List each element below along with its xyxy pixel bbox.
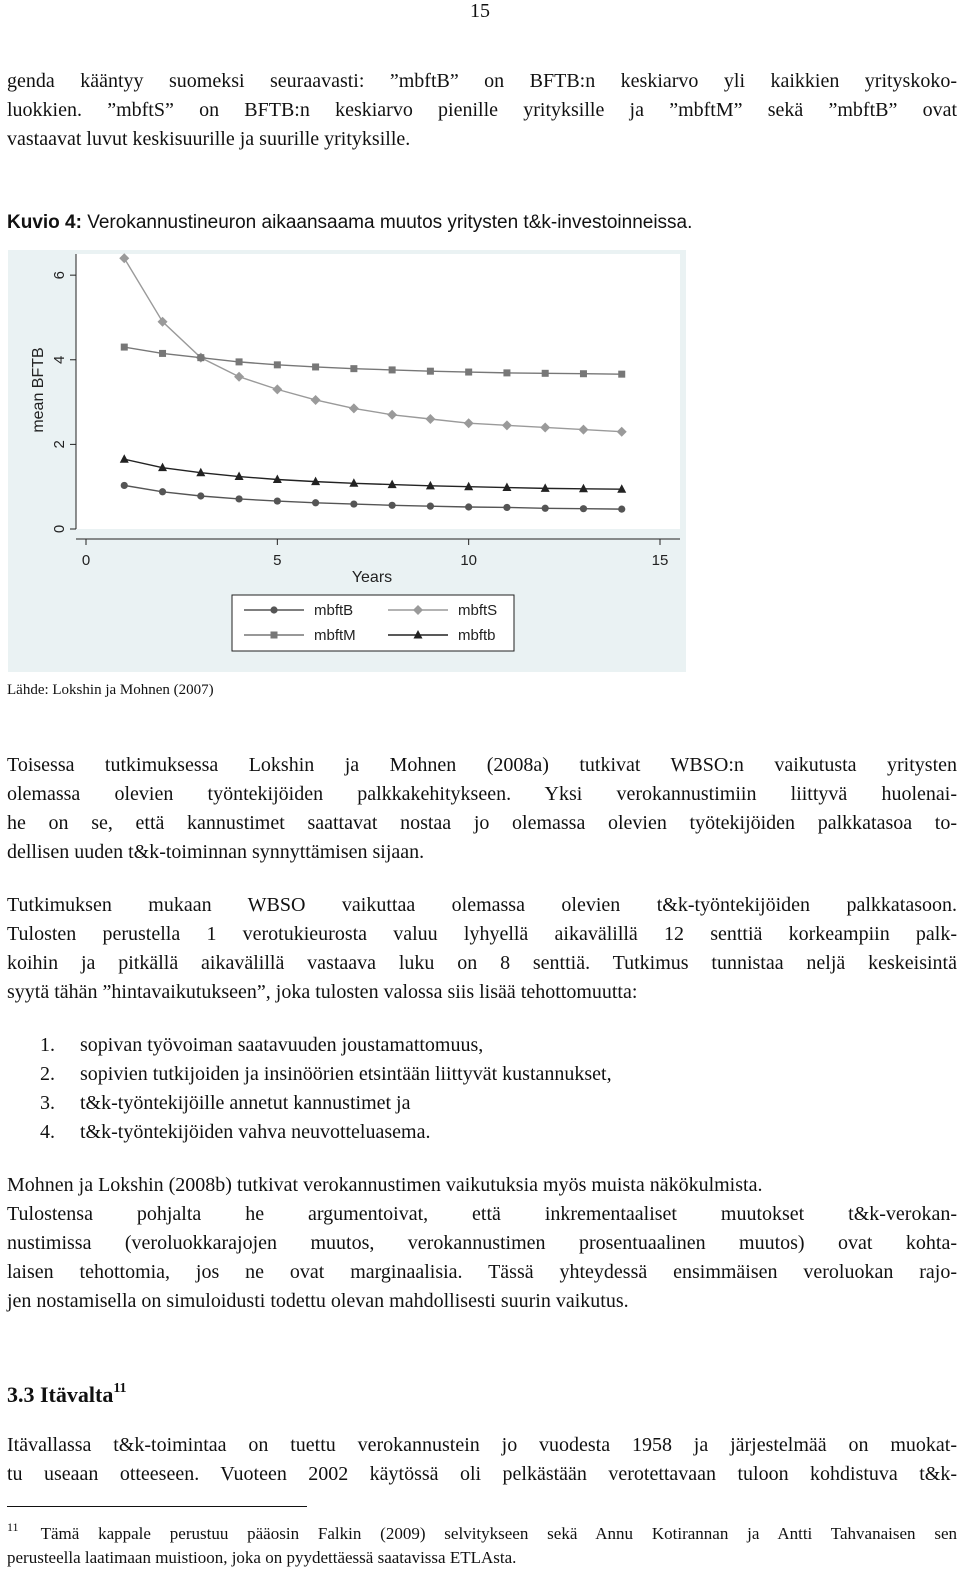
- data-point-mbftB: [197, 492, 204, 499]
- y-tick-label: 6: [51, 270, 68, 280]
- data-point-mbftM: [618, 371, 625, 378]
- legend-label: mbftB: [314, 602, 354, 619]
- data-point-mbftM: [312, 363, 319, 370]
- text-line: laisen tehottomia, jos ne ovat marginaalisia. Tässä yhteydessä ensimmäisen veroluokan rajo-: [7, 1261, 957, 1283]
- legend-marker: [270, 606, 277, 613]
- text-line: dellisen uuden t&k-toiminnan synnyttämisen sijaan.: [7, 841, 425, 863]
- list-number: 2.: [40, 1063, 55, 1085]
- data-point-mbftB: [159, 488, 166, 495]
- paragraph-4: [7, 1431, 957, 1489]
- list-item: [40, 1060, 612, 1089]
- line-chart: [8, 250, 686, 672]
- text-line: Tulosten perustella 1 verotukieurosta valuu lyhyellä aikavälillä 12 senttiä korkeampiin palk-: [7, 923, 957, 945]
- footnote-marker: 11: [7, 1520, 19, 1534]
- footnote-line: [7, 1515, 957, 1546]
- numbered-list: [40, 1031, 612, 1147]
- data-point-mbftM: [159, 350, 166, 357]
- list-item: [40, 1118, 612, 1147]
- footnote: [7, 1515, 957, 1570]
- data-point-mbftB: [427, 503, 434, 510]
- paragraph-1: [7, 751, 957, 867]
- legend-label: mbftb: [458, 627, 496, 644]
- text-line: Tutkimuksen mukaan WBSO vaikuttaa olemassa olevien t&k-työntekijöiden palkkatasoon.: [7, 894, 957, 916]
- data-point-mbftB: [503, 504, 510, 511]
- y-tick-label: 2: [51, 440, 68, 449]
- text-line: olemassa olevien työntekijöiden palkkakehitykseen. Yksi verokannustimiin liittyvä huolenai-: [7, 783, 957, 805]
- text-line: Toisessa tutkimuksessa Lokshin ja Mohnen (2008a) tutkivat WBSO:n vaikutusta yritysten: [7, 754, 957, 776]
- y-axis-label: mean BFTB: [30, 347, 47, 433]
- data-point-mbftM: [580, 370, 587, 377]
- data-point-mbftM: [274, 361, 281, 368]
- data-point-mbftB: [389, 502, 396, 509]
- data-point-mbftB: [465, 503, 472, 510]
- data-point-mbftM: [350, 365, 357, 372]
- y-tick-label: 4: [51, 355, 68, 364]
- footnote-divider: [7, 1506, 307, 1507]
- text-line: syytä tähän ”hintavaikutukseen”, joka tulosten valossa siis lisää tehottomuutta:: [7, 981, 638, 1003]
- data-point-mbftM: [389, 366, 396, 373]
- list-number: 4.: [40, 1121, 55, 1143]
- list-number: 1.: [40, 1034, 55, 1056]
- section-title: 3.3 Itävalta: [7, 1382, 114, 1407]
- figure-source: Lähde: Lokshin ja Mohnen (2007): [7, 682, 214, 698]
- data-point-mbftB: [350, 500, 357, 507]
- intro-paragraph: [7, 67, 957, 154]
- x-tick-label: 15: [651, 552, 669, 569]
- legend-marker: [271, 632, 278, 639]
- x-tick-label: 0: [81, 552, 91, 569]
- text-line: Mohnen ja Lokshin (2008b) tutkivat verokannustimen vaikutuksia myös muista näkökulmista.: [7, 1174, 763, 1196]
- data-point-mbftM: [197, 354, 204, 361]
- data-point-mbftM: [465, 369, 472, 376]
- x-tick-label: 5: [273, 552, 282, 569]
- data-point-mbftB: [580, 505, 587, 512]
- data-point-mbftB: [235, 495, 242, 502]
- text-line: Tulostensa pohjalta he argumentoivat, että inkrementaaliset muutokset t&k-verokan-: [7, 1203, 957, 1225]
- legend-label: mbftM: [314, 627, 356, 644]
- paragraph-2: [7, 891, 957, 1007]
- data-point-mbftM: [427, 368, 434, 375]
- data-point-mbftB: [312, 499, 319, 506]
- plot-area: [76, 254, 680, 529]
- data-point-mbftB: [542, 505, 549, 512]
- data-point-mbftB: [618, 506, 625, 513]
- figure-caption-text: Verokannustineuron aikaansaama muutos yritysten t&k-investoinneissa.: [87, 212, 693, 233]
- text-line: koihin ja pitkällä aikavälillä vastaava luku on 8 senttiä. Tutkimus tunnistaa neljä keskeisintä: [7, 952, 957, 974]
- x-tick-label: 10: [460, 552, 478, 569]
- figure-caption: [7, 210, 692, 236]
- text-line: vastaavat luvut keskisuurille ja suurille yrityksille.: [7, 128, 411, 150]
- data-point-mbftM: [236, 358, 243, 365]
- list-text: t&k-työntekijöille annetut kannustimet ja: [80, 1092, 411, 1114]
- list-text: t&k-työntekijöiden vahva neuvotteluasema.: [80, 1121, 431, 1143]
- list-item: [40, 1089, 612, 1118]
- text-line: genda kääntyy suomeksi seuraavasti: ”mbftB” on BFTB:n keskiarvo yli kaikkien yrityskoko-: [7, 70, 957, 92]
- text-line: jen nostamisella on simuloidusti todettu olevan mahdollisesti suurin vaikutus.: [7, 1290, 629, 1312]
- list-number: 3.: [40, 1092, 55, 1114]
- legend-label: mbftS: [458, 602, 498, 619]
- footnote-line: perusteella laatimaan muistioon, joka on pyydettäessä saatavissa ETLAsta.: [7, 1548, 517, 1567]
- data-point-mbftB: [121, 482, 128, 489]
- data-point-mbftM: [503, 369, 510, 376]
- list-text: sopivien tutkijoiden ja insinöörien etsintään liittyvät kustannukset,: [80, 1063, 612, 1085]
- chart-svg: [8, 250, 686, 672]
- text-line: luokkien. ”mbftS” on BFTB:n keskiarvo pienille yrityksille ja ”mbftM” sekä ”mbftB” ovat: [7, 99, 957, 121]
- paragraph-3: [7, 1171, 957, 1316]
- data-point-mbftB: [274, 497, 281, 504]
- text-line: he on se, että kannustimet saattavat nostaa jo olemassa olevien työtekijöiden palkkatasoa to-: [7, 812, 957, 834]
- x-axis-label: Years: [351, 569, 393, 586]
- data-point-mbftM: [542, 370, 549, 377]
- y-tick-label: 0: [51, 524, 68, 534]
- text-line: nustimissa (veroluokkarajojen muutos, verokannustimen prosentuaalinen muutos) ovat kohta-: [7, 1232, 957, 1254]
- data-point-mbftM: [121, 344, 128, 351]
- text-line: tu useaan otteeseen. Vuoteen 2002 käytössä oli pelkästään verotettavaan tuloon kohdistuva t&k-: [7, 1463, 957, 1485]
- footnote-text: Tämä kappale perustuu pääosin Falkin (2009) selvitykseen sekä Annu Kotirannan ja Antti Tahvanaisen sen: [40, 1524, 957, 1543]
- list-item: [40, 1031, 612, 1060]
- figure-label: Kuvio 4:: [7, 212, 82, 233]
- text-line: Itävallassa t&k-toimintaa on tuettu verokannustein jo vuodesta 1958 ja järjestelmää on muokat-: [7, 1434, 957, 1456]
- section-heading: [7, 1374, 127, 1410]
- footnote-reference: 11: [113, 1381, 127, 1396]
- page-number: 15: [470, 0, 490, 22]
- list-text: sopivan työvoiman saatavuuden joustamattomuus,: [80, 1034, 484, 1056]
